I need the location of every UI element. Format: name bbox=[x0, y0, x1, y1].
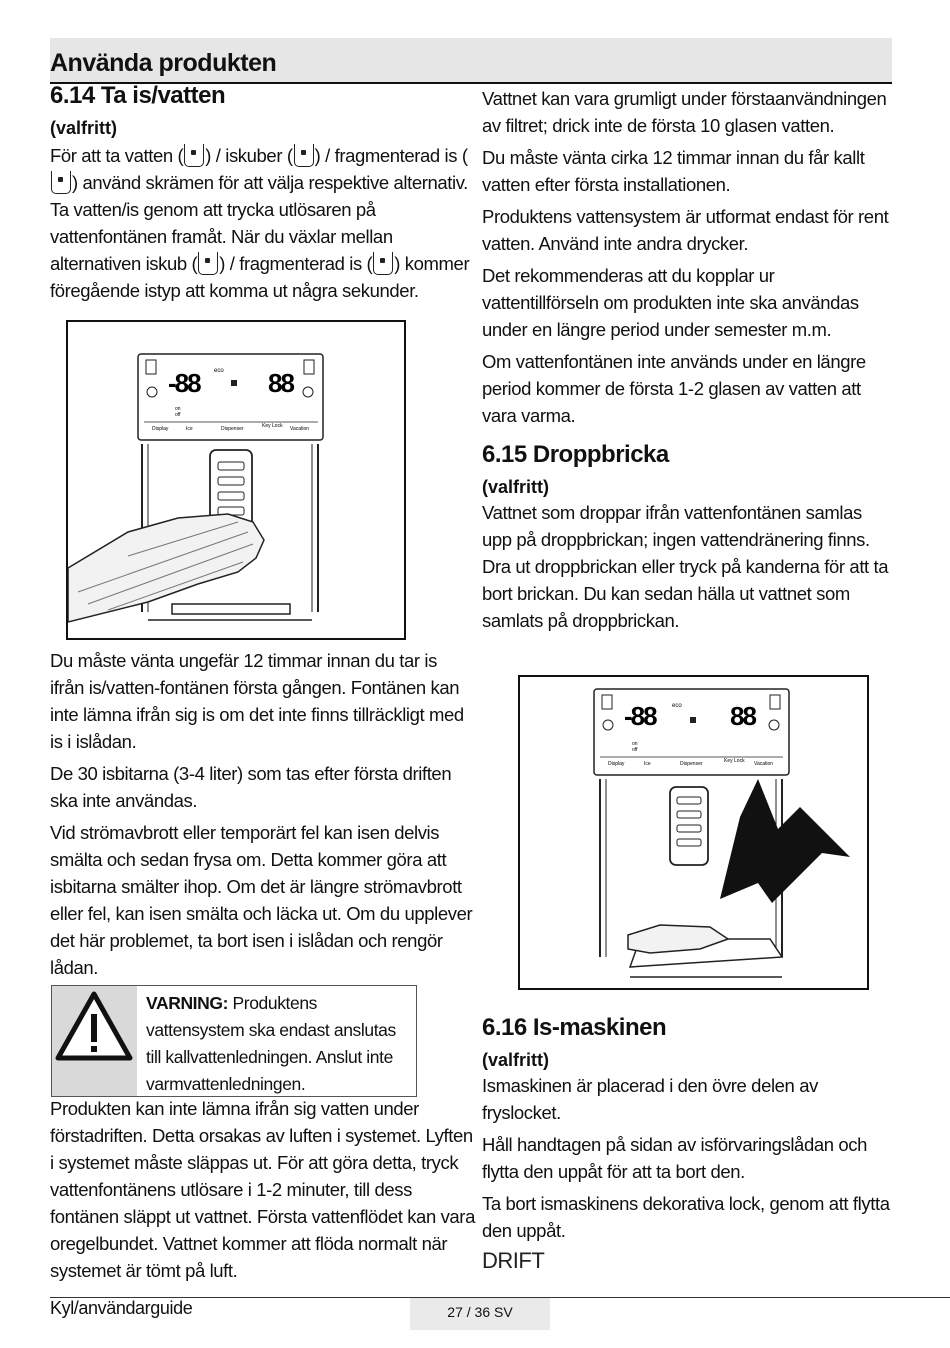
warning-body: Produktens vattensystem ska endast anslutas till kallvattenledningen. Anslut inte varmvattenledningen. bbox=[146, 993, 396, 1094]
dispenser-illustration bbox=[66, 320, 406, 640]
drip-tray-illustration bbox=[518, 675, 869, 990]
panel-btn-dispenser: Dispenser bbox=[221, 426, 244, 432]
ice-cube-icon bbox=[198, 252, 218, 275]
intro-text-3: ) / fragmenterad is ( bbox=[314, 145, 468, 166]
ice-maker-paragraph-1: Ismaskinen är placerad i den övre delen av fryslocket. bbox=[482, 1075, 818, 1123]
right-body-2 bbox=[482, 1012, 894, 1249]
water-icon bbox=[184, 144, 204, 167]
warning-icon-area bbox=[52, 986, 137, 1096]
right-paragraph-5: Om vattenfontänen inte används under en längre period kommer de första 1-2 glasen av vatten att vara varma. bbox=[482, 351, 866, 426]
panel2-btn-display: Display bbox=[608, 761, 625, 767]
section-header-bar bbox=[50, 38, 892, 84]
drip-tray-drawing bbox=[520, 677, 867, 988]
right-paragraph-2: Du måste vänta cirka 12 timmar innan du får kallt vatten efter första installationen. bbox=[482, 147, 865, 195]
intro-paragraph bbox=[50, 142, 475, 304]
left-body-1 bbox=[50, 647, 475, 986]
panel-btn-display: Display bbox=[152, 426, 169, 432]
left-paragraph-1: Du måste vänta ungefär 12 timmar innan du tar is ifrån is/vatten-fontänen första gången. Fontänen kan inte lämna ifrån sig is om det inte finns tillräckligt med is i islådan. bbox=[50, 650, 464, 752]
panel2-off: off bbox=[632, 747, 638, 753]
optional-label-6-16: (valfritt) bbox=[482, 1050, 549, 1070]
ice-maker-paragraph-2: Håll handtagen på sidan av isförvaringslådan och flytta den uppåt för att ta bort den. bbox=[482, 1134, 867, 1182]
panel2-btn-ice: Ice bbox=[644, 761, 651, 767]
section-title-6-14: 6.14 Ta is/vatten bbox=[50, 82, 226, 109]
warning-text bbox=[146, 990, 412, 1098]
panel-left-digits: -88 bbox=[168, 368, 200, 398]
panel2-on: on bbox=[632, 741, 638, 747]
warning-triangle-icon bbox=[52, 986, 137, 1096]
panel2-btn-keylock: Key Lock bbox=[724, 758, 745, 764]
panel-btn-ice: Ice bbox=[186, 426, 193, 432]
crushed-ice-icon bbox=[51, 171, 71, 194]
panel-btn-vacation: Vacation bbox=[290, 426, 310, 432]
dispenser-drawing bbox=[68, 322, 404, 638]
panel-off: off bbox=[175, 412, 181, 418]
panel-btn-keylock: Key Lock bbox=[262, 423, 283, 429]
warning-label: VARNING: bbox=[146, 993, 229, 1013]
right-paragraph-3: Produktens vattensystem är utformat endast för rent vatten. Använd inte andra drycker. bbox=[482, 206, 889, 254]
panel-eco: eco bbox=[214, 368, 224, 374]
left-body-2 bbox=[50, 1095, 475, 1289]
optional-label-6-15: (valfritt) bbox=[482, 477, 549, 497]
intro-text-6: ) kommer föregående istyp att komma ut några sekunder. bbox=[50, 253, 470, 301]
intro-text-5: ) / fragmenterad is ( bbox=[219, 253, 373, 274]
section-header-title: Använda produkten bbox=[50, 49, 277, 77]
right-column bbox=[482, 85, 894, 639]
warning-box bbox=[51, 985, 417, 1097]
panel2-left-digits: -88 bbox=[624, 701, 656, 731]
intro-text-1: För att ta vatten ( bbox=[50, 145, 184, 166]
panel-right-digits: 88 bbox=[268, 368, 293, 398]
section-title-6-16: 6.16 Is-maskinen bbox=[482, 1014, 667, 1041]
footer-guide-title: Kyl/användarguide bbox=[50, 1298, 193, 1318]
intro-text-2: ) / iskuber ( bbox=[205, 145, 293, 166]
drift-label: DRIFT bbox=[482, 1248, 545, 1273]
panel-on: on bbox=[175, 406, 181, 412]
section-title-6-15: 6.15 Droppbricka bbox=[482, 441, 669, 468]
right-paragraph-4: Det rekommenderas att du kopplar ur vattentillförseln om produkten inte ska användas under en längre period under semester m.m. bbox=[482, 265, 859, 340]
panel2-btn-dispenser: Dispenser bbox=[680, 761, 703, 767]
left-column bbox=[50, 80, 475, 309]
intro-text-4: ) använd skrämen för att välja respektive alternativ. Ta vatten/is genom att trycka utlösaren på vattenfontänen framåt. När du växlar mellan alternativen iskub ( bbox=[50, 172, 468, 274]
ice-cube-icon bbox=[294, 144, 314, 167]
panel2-btn-vacation: Vacation bbox=[754, 761, 774, 767]
ice-maker-paragraph-3: Ta bort ismaskinens dekorativa lock, genom att flytta den uppåt. bbox=[482, 1193, 890, 1241]
panel2-right-digits: 88 bbox=[730, 701, 755, 731]
drip-tray-text: Vattnet som droppar ifrån vattenfontänen samlas upp på droppbrickan; ingen vattendränering finns. Dra ut droppbrickan eller tryck på kanderna för att ta bort brickan. Du kan sedan hälla ut vattnet som samlats på droppbrickan. bbox=[482, 502, 889, 631]
optional-label: (valfritt) bbox=[50, 118, 117, 138]
panel2-eco: eco bbox=[672, 703, 682, 709]
crushed-ice-icon bbox=[373, 252, 393, 275]
left-paragraph-3: Vid strömavbrott eller temporärt fel kan isen delvis smälta och sedan frysa om. Detta kommer göra att isbitarna smälter ihop. Om det är längre strömavbrott eller fel, kan isen smälta och läcka ut. Om du upplever det här problemet, ta bort isen i islådan och rengör lådan. bbox=[50, 822, 473, 978]
footer-page-number: 27 / 36 SV bbox=[410, 1298, 550, 1330]
right-paragraph-1: Vattnet kan vara grumligt under förstaanvändningen av filtret; drick inte de första 10 glasen vatten. bbox=[482, 88, 887, 136]
left-after-warning: Produkten kan inte lämna ifrån sig vatten under förstadriften. Detta orsakas av luften i systemet. Lyften i systemet måste släppas ut. För att göra detta, tryck vattenfontänens utlösare i 1-2 minuter, till dess fontänen släppt ut vattnet. Första vattenflödet kan vara oregelbundet. Vattnet kommer att flöda normalt när systemet är tömt på luft. bbox=[50, 1098, 475, 1281]
left-paragraph-2: De 30 isbitarna (3-4 liter) som tas efter första driften ska inte användas. bbox=[50, 763, 452, 811]
